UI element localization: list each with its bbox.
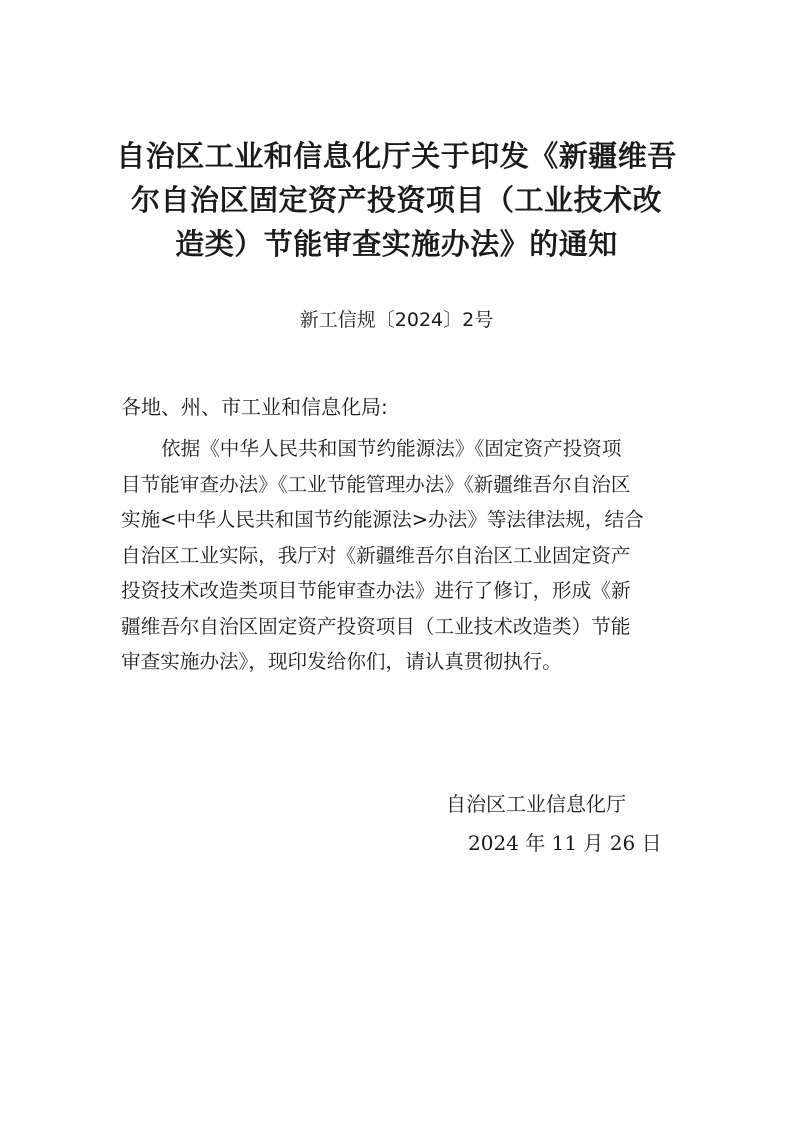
body-line: 实施<中华人民共和国节约能源法>办法》等法律法规，结合 bbox=[121, 508, 644, 531]
body-line: 疆维吾尔自治区固定资产投资项目（工业技术改造类）节能 bbox=[121, 614, 631, 638]
title-line: 造类）节能审查实施办法》的通知 bbox=[175, 227, 618, 261]
salutation: 各地、州、市工业和信息化局: bbox=[121, 395, 388, 419]
signature-date: 2024 年 11 月 26 日 bbox=[468, 831, 662, 855]
body-line: 投资技术改造类项目节能审查办法》进行了修订，形成《新 bbox=[121, 579, 631, 602]
body-paragraph bbox=[121, 431, 681, 680]
body-line: 审查实施办法》，现印发给你们，请认真贯彻执行。 bbox=[121, 650, 562, 673]
signature-organization: 自治区工业信息化厅 bbox=[446, 792, 626, 816]
title-line: 自治区工业和信息化厅关于印发《新疆维吾 bbox=[116, 139, 677, 173]
title-line: 尔自治区固定资产投资项目（工业技术改 bbox=[130, 183, 662, 217]
body-line: 目节能审查办法》《工业节能管理办法》《新疆维吾尔自治区 bbox=[121, 472, 631, 496]
body-line: 自治区工业实际，我厅对《新疆维吾尔自治区工业固定资产 bbox=[121, 543, 631, 567]
document-number: 新工信规〔2024〕2号 bbox=[299, 309, 494, 331]
document-title bbox=[100, 134, 693, 266]
body-line: 依据《中华人民共和国节约能源法》《固定资产投资项 bbox=[161, 437, 622, 460]
